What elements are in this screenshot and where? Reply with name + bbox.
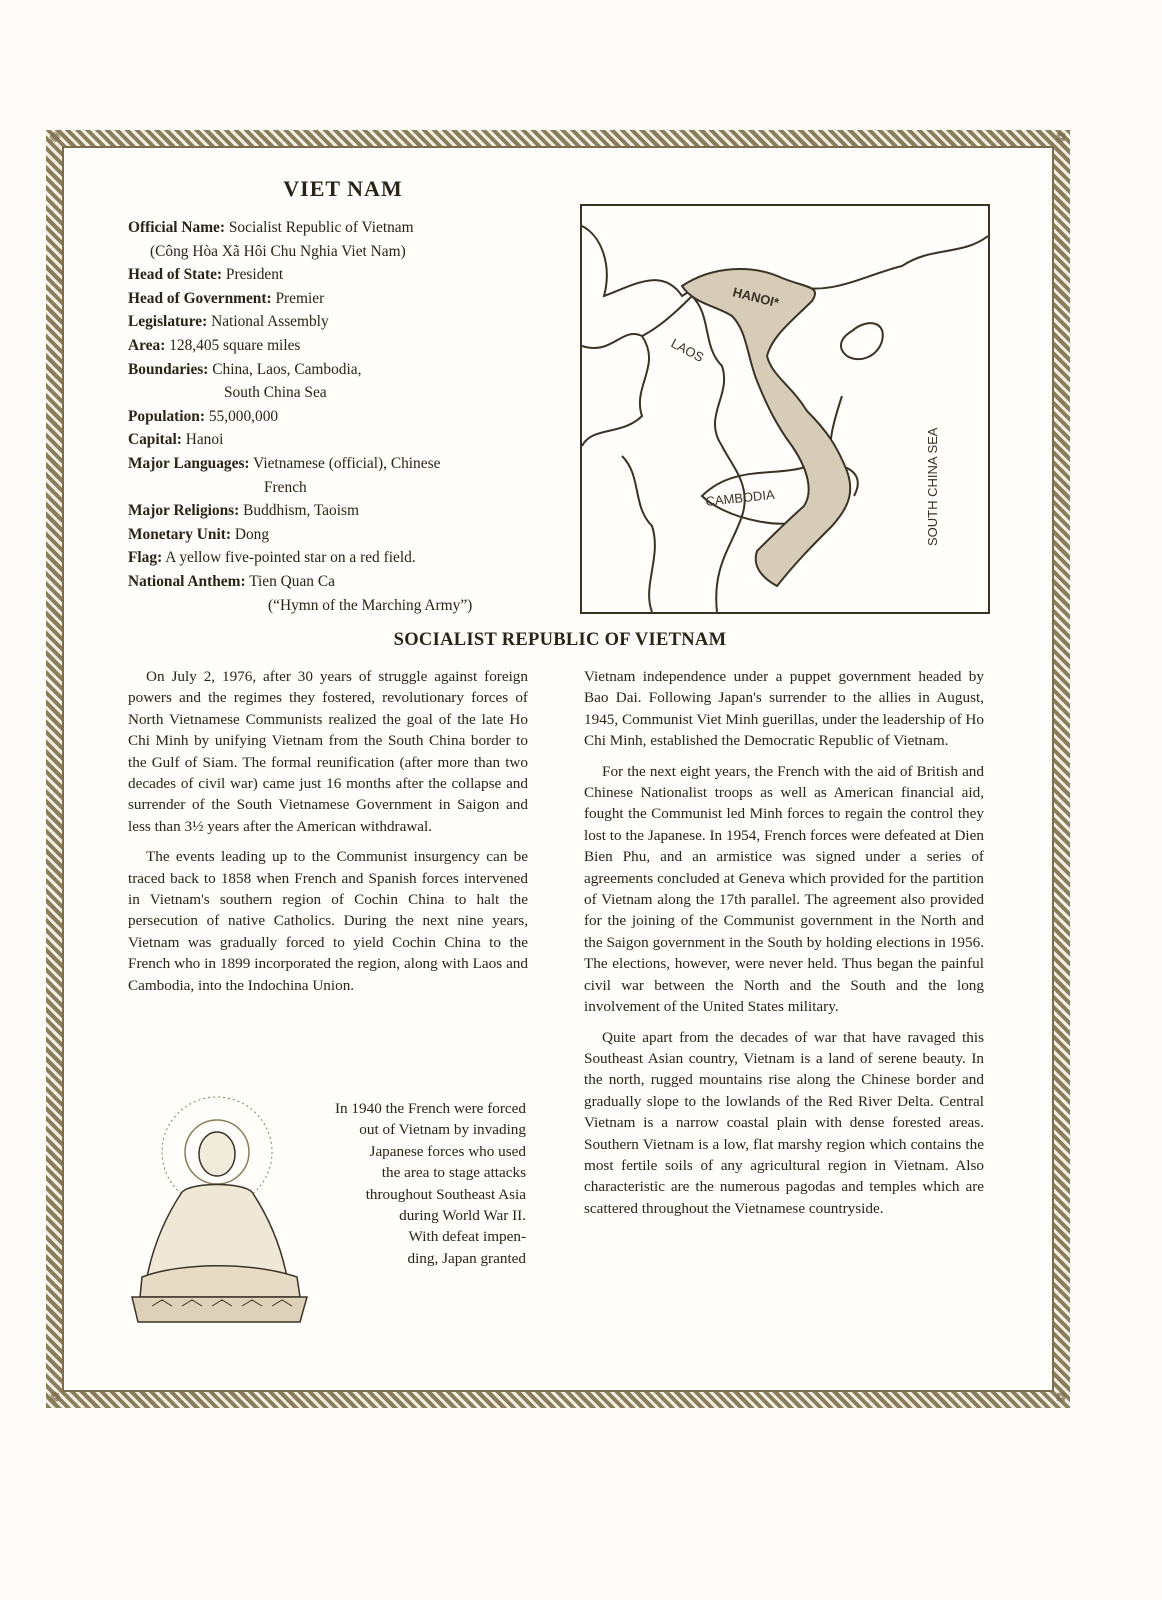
fact-value-continued: (“Hymn of the Marching Army”) <box>268 596 473 614</box>
fact-label: Population: <box>128 407 205 425</box>
fact-row <box>128 523 558 547</box>
fact-value: President <box>225 266 284 284</box>
fact-value: Tien Quan Ca <box>249 572 335 590</box>
map-svg <box>582 206 988 612</box>
fact-row <box>128 287 558 311</box>
fact-row <box>128 263 558 287</box>
fact-label: National Anthem: <box>128 572 246 590</box>
corner-ornament-icon: ❁ <box>49 1391 61 1406</box>
fact-list <box>128 216 558 617</box>
fact-value: China, Laos, Cambodia, <box>212 360 362 378</box>
text-line: In 1940 the French were forced <box>334 1100 526 1117</box>
paragraph: Quite apart from the decades of war that have ravaged this Southeast Asian country, Vietnam is a land of serene beauty. In the north, rugged mountains rise along the Chinese border and gradually slope to the lowlands of the Red River Delta. Central Vietnam is a narrow coastal plain with dense forested areas. Southern Vietnam is a low, flat marshy region which contains the most fertile soils of any agricultural region in Vietnam. Also characteristic are the numerous pagodas and temples which are scattered throughout the Vietnamese countryside. <box>584 1028 984 1217</box>
paragraph: The events leading up to the Communist insurgency can be traced back to 1858 when French and Spanish forces intervened in Vietnam's southern region of Cochin China to halt the persecution of native Catholics. During the next nine years, Vietnam was gradually forced to yield Cochin China to the French who in 1899 incorporated the region, along with Laos and Cambodia, into the Indochina Union. <box>128 848 528 994</box>
fact-value: Hanoi <box>185 431 224 449</box>
country-map <box>580 204 990 614</box>
text-line: out of Vietnam by invading <box>359 1121 526 1139</box>
fact-row <box>128 570 558 617</box>
fact-value: 128,405 square miles <box>169 336 301 354</box>
fact-label: Major Religions: <box>128 502 240 520</box>
fact-value: A yellow five-pointed star on a red field. <box>165 549 416 567</box>
fact-label: Head of State: <box>128 266 223 284</box>
fact-value: 55,000,000 <box>208 407 279 425</box>
fact-value: Premier <box>275 289 325 307</box>
fact-row <box>128 358 558 405</box>
fact-row <box>128 310 558 334</box>
country-title: VIET NAM <box>283 176 403 201</box>
map-label-cambodia: CAMBODIA <box>704 486 776 509</box>
fact-label: Legislature: <box>128 313 208 331</box>
corner-ornament-icon: ❁ <box>1055 1391 1067 1406</box>
fact-value: Socialist Republic of Vietnam <box>228 219 414 236</box>
fact-label: Area: <box>128 336 166 354</box>
map-label-hanoi: HANOI* <box>731 284 781 311</box>
fact-value: Dong <box>234 525 270 543</box>
fact-label: Capital: <box>128 431 182 449</box>
fact-label: Major Languages: <box>128 454 250 472</box>
fact-value-continued: (Công Hòa Xã Hôi Chu Nghia Viet Nam) <box>150 242 406 260</box>
fact-label: Boundaries: <box>128 360 209 378</box>
fact-label: Flag: <box>128 549 163 567</box>
fact-label: Head of Government: <box>128 289 272 307</box>
text-line: during World War II. <box>399 1207 526 1225</box>
right-column <box>584 666 984 1228</box>
map-label-laos: LAOS <box>668 335 707 365</box>
text-line: With defeat impen- <box>408 1228 526 1246</box>
paragraph: Vietnam independence under a puppet government headed by Bao Dai. Following Japan's surrender to the allies in August, 1945, Communist Viet Minh guerillas, under the leadership of Ho Chi Minh, established the Democratic Republic of Vietnam. <box>584 668 984 750</box>
fact-label: Official Name: <box>128 219 226 236</box>
paragraph: For the next eight years, the French with the aid of British and Chinese Nationalist troops as well as American financial aid, fought the Communist led Minh forces to regain the control they lost to the Japanese. In 1954, French forces were defeated at Dien Bien Phu, and an armistice was signed under a series of agreements concluded at Geneva which provided for the partition of Vietnam along the 17th parallel. The agreement also provided for the joining of the Communist government in the North and the Saigon government in the South by holding elections in 1956. The elections, however, were never held. Thus began the painful civil war between the North and the South and the long involvement of the United States military. <box>584 762 984 1016</box>
left-column <box>128 666 528 1005</box>
text-line: ding, Japan granted <box>407 1249 526 1267</box>
fact-row <box>128 334 558 358</box>
fact-row <box>128 546 558 570</box>
fact-value-continued: French <box>264 478 307 496</box>
fact-value: Vietnamese (official), Chinese <box>253 454 441 472</box>
text-line: Japanese forces who used <box>369 1142 526 1160</box>
fact-row <box>128 428 558 452</box>
corner-ornament-icon: ❁ <box>49 131 61 146</box>
fact-row <box>128 405 558 429</box>
paragraph: On July 2, 1976, after 30 years of struggle against foreign powers and the regimes they fostered, revolutionary forces of North Vietnamese Communists realized the goal of the late Ho Chi Minh by unifying Vietnam from the South China border to the Gulf of Siam. The formal reunification (after more than two decades of civil war) came just 16 months after the collapse and surrender of the South Vietnamese Government in Saigon and less than 3½ years after the American withdrawal. <box>128 668 528 835</box>
fact-value: National Assembly <box>211 313 329 331</box>
fact-value-continued: South China Sea <box>224 384 327 402</box>
fact-row <box>128 216 558 263</box>
corner-ornament-icon: ❁ <box>1055 131 1067 146</box>
text-line: throughout Southeast Asia <box>365 1185 526 1203</box>
map-label-sea: SOUTH CHINA SEA <box>925 427 940 546</box>
fact-label: Monetary Unit: <box>128 525 232 543</box>
fact-row <box>128 499 558 523</box>
fact-row <box>128 452 558 499</box>
fact-value: Buddhism, Taoism <box>243 502 359 520</box>
text-line: the area to stage attacks <box>381 1164 526 1182</box>
section-title: SOCIALIST REPUBLIC OF VIETNAM <box>393 630 727 650</box>
buddha-wrap-text <box>290 1098 526 1269</box>
